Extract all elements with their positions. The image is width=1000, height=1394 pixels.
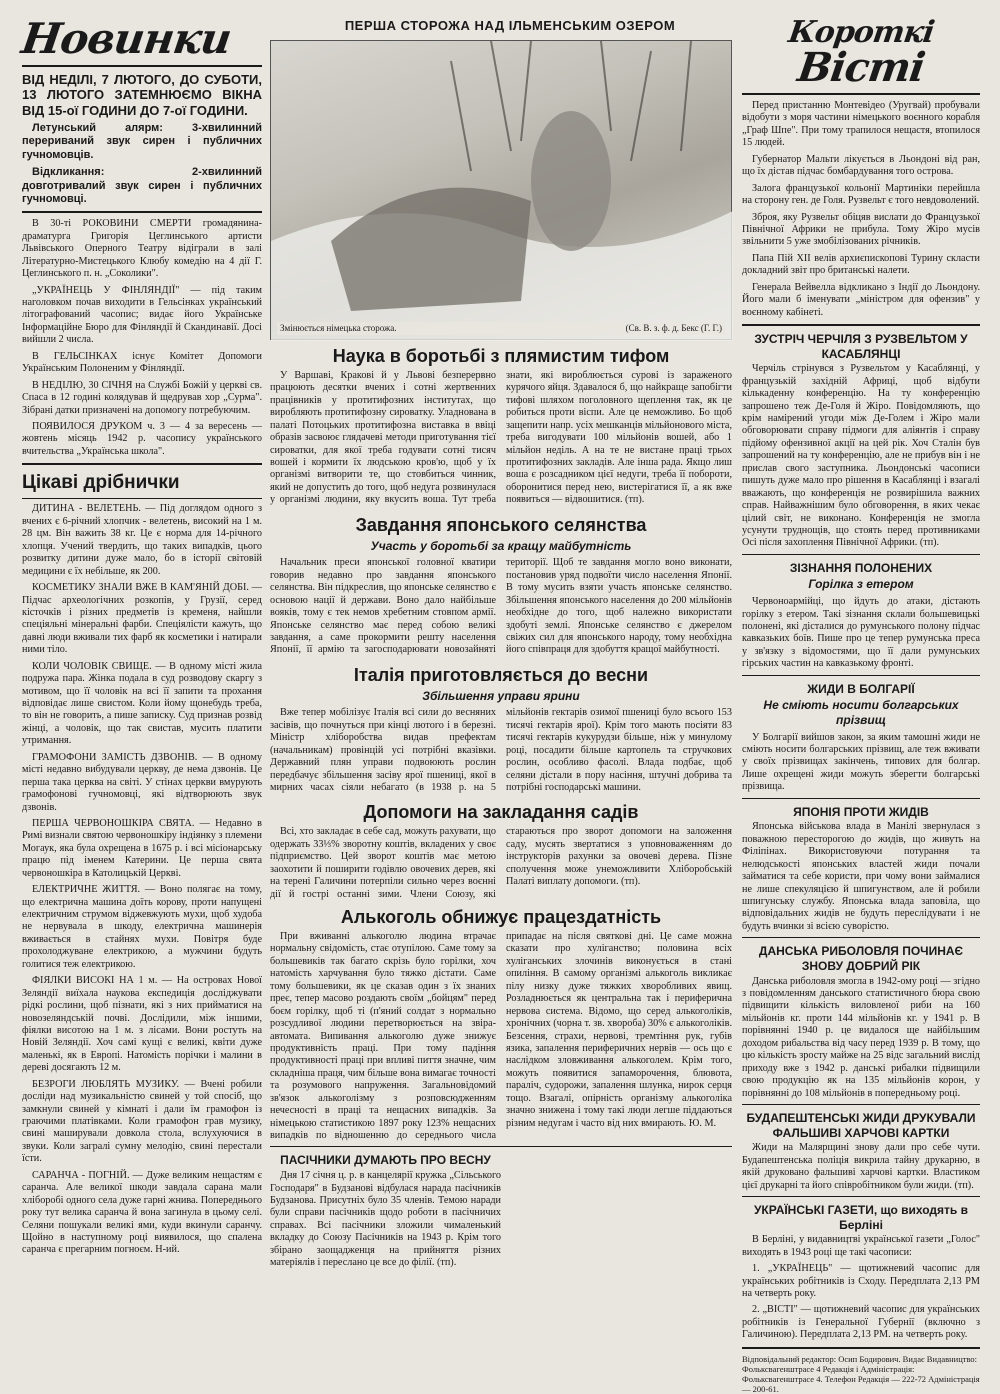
short-news-item: Перед пристанню Монтевідео (Уругвай) пробували відобути з моря частини німецького воєнного корабля „Граф Шпе". При тому трапилося нещастя, втопилося 15 людей. [742, 100, 980, 149]
left-column [18, 14, 262, 1261]
curiosities-title: Цікаві дрібнички [22, 472, 180, 494]
article-title: БУДАПЕШТЕНСЬКІ ЖИДИ ДРУКУВАЛИ ФАЛЬШИВІ ХАРЧОВІ КАРТКИ [746, 1110, 976, 1140]
short-news-item: Зброя, яку Рузвельт обіцяв вислати до Французької Північної Африки не прибула. Тому Жіро мусів звільнити 5 уже змобілізованих річників. [742, 211, 980, 248]
news-photo [270, 40, 732, 340]
article-body: У Болгарії вийшов закон, за яким тамошні жиди не сміють носити болгарських прізвищ, але теж вживати у своїх прізвищах закінчень, типових для болгар. Лише охрещені жиди можуть зберегти болгарські прізвища. [742, 731, 980, 793]
article-title: Допомоги на закладання садів [363, 802, 639, 823]
curiosity-item: БЕЗРОГИ ЛЮБЛЯТЬ МУЗИКУ. — Вчені робили досліди над музикальністю свиней у той спосіб, що замкнули свиней у кімнаті і дали їм грамофон із граючими платівками. Коли грамофон грав музику, свині маширували довкола стола, вслухуючися в звуки. Коли загралі сумну мелодію, свині перестали їсти. [22, 1078, 262, 1165]
imprint: Відповідальний редактор: Осип Бодирович. Видає Видавництво: Фольксвагенштрасе 4 Редакція і Адміністрація: Фольксвагенштрасе 4. Телефон Редакція — 222-72 Адміністрація — 200-61. [742, 1353, 980, 1394]
article-body: Дня 17 січня ц. р. в канцелярії кружка „Сільського Господаря" в Будзанові відбулася нарада пасічників Будзанова. Присутніх було 35 членів. Темою наради були справи пасічників щодо роботи в пасічничих справах. Всі пасічники зложили чималенький вкладку до Союзу Пасічників на 1943 р. Крім того збірано заощадженця на прийняття різних матеріялів і переслано це все до філії. (тп). [270, 1170, 501, 1269]
article-title: Алькоголь обнижує працездатність [340, 907, 662, 928]
middle-column [270, 40, 732, 1274]
article-subtitle: Не сміють носити болгарських прізвищ [763, 698, 959, 727]
blackout-notice: ВІД НЕДІЛІ, 7 ЛЮТОГО, ДО СУБОТИ, 13 ЛЮТОГО ЗАТЕМНЮЄМО ВІКНА ВІД 15-ої ГОДИНИ ДО 7-ої ГОДИНИ. [22, 72, 262, 118]
novynky-title: Новинки [18, 14, 234, 63]
article-title: ПАСІЧНИКИ ДУМАЮТЬ ПРО ВЕСНУ [280, 1153, 491, 1168]
alarm-notice: Летунський алярм: 3-хвилинний перериваний звук сирен і публичних гучномовців. [22, 121, 262, 161]
short-news-item: Папа Пій XII велів архиєпископові Турину скласти докладний звіт про британські налети. [742, 252, 980, 277]
curiosity-item: ФІЯЛКИ ВИСОКІ НА 1 м. — На островах Нової Зеляндії виїхала наукова експедиція досліджувати рідкі рослини, щоб пізнати, які з них прийматися на новозеляндській почві. Дослідили, між іншими, фіялки висотою на 1 м. з лісами. Вони ростуть на Новій Зеляндії. Хоч самі кущі є великі, квіти дуже маленькі, як в Европі. Натомість порічки і малини в дереві досягають 12 м. [22, 975, 262, 1074]
curiosity-item: ГРАМОФОНИ ЗАМІСТЬ ДЗВОНІВ. — В одному місті недавно вибудували церкву, де нема дзвонів. Це перша така церква на світі. У стінах церкви вмурують грамофонові гучномовці, які відтворюють звук дзвонів. [22, 751, 262, 813]
allclear-notice: Відкликання: 2-хвилинний довготривалий звук сирен і публичних гучномовці. [22, 166, 262, 206]
article-subtitle: Участь у боротьбі за кращу майбутність [370, 538, 632, 553]
article-body: Черчіль стрінувся з Рузвельтом у Касаблянці, у французькій західній Африці, щоб відбути кількаденну конференцію. На ту конференцію запрошено теж Де-Голя й Жіро. Повідомляють, що крім намірений угоди між Де-Голем і Жіро мали обговорювати справу підмоги для аліянтів і справу підйому офензивної акції на цей рік. Хоч Сталін був запрошений на ту конференцію, але не прибув він і не прислав свого заступника. Льондонські часописи пишуть дуже мало про рішення в Касаблянці і взагалі вважають, що конференція не розвирішила важних справ. Найважнішим було обговорення, в яких чекає цілий світ, не виконано. Конференція не змогла усунути труднощів, що стоять перед противниками Осі після захоплення Північної Африки. (тп). [742, 363, 980, 549]
curiosity-item: КОЛИ ЧОЛОВІК СВИЩЕ. — В одному місті жила подружа пара. Жінка подала в суд розводову скаргу з мотивом, що її чоловік на всі її запити та прохання відповідає лише свистом. Коли йому щонебудь треба, то він не говорить, а пише записку. Суд признав розвід жінці, а чоловік, що так свистав, мусить платити утримання. [22, 660, 262, 747]
news-item: ПОЯВИЛОСЯ ДРУКОМ ч. 3 — 4 за вересень — жовтень місяць 1942 р. часопису українського вчительства „Українська школа". [22, 420, 262, 457]
list-item: 2. „ВІСТІ" — щотижневий часопис для українських робітників із Генеральної Губернії (включно з Галичиною). Передплата 2,13 РМ. на четверть року. [742, 1304, 980, 1341]
article-subtitle: Горілка з етером [808, 577, 914, 592]
article-body: Червоноармійці, що йдуть до атаки, дістають горілку з етером. Такі зізнання склали большевицькі полонені, які дісталися до румунського полону підчас кавказьких боїв. Пише про це тепер румунська преса у зв'язку з відомостями, що її дали румунських гірських частин на кавказькому фронті. [742, 596, 980, 670]
curiosity-item: КОСМЕТИКУ ЗНАЛИ ВЖЕ В КАМ'ЯНІЙ ДОБІ. — Підчас археологічних розкопів, у Грузії, серед кісточків і різних предметів із кременя, найшли спеціяльні мінеральні фарби. Спеціялісти кажуть, що давні люди вживали тих фарб як косметики і натирали ними тіло. [22, 582, 262, 656]
article-title: ЯПОНІЯ ПРОТИ ЖИДІВ [793, 804, 929, 819]
article-title: УКРАЇНСЬКІ ГАЗЕТИ, що виходять в Берліні [753, 1202, 969, 1232]
article-title: ЗІЗНАННЯ ПОЛОНЕНИХ [789, 560, 933, 575]
list-item: 1. „УКРАЇНЕЦЬ" — щотижневий часопис для українських робітників із Сходу. Передплата 2,13 РМ на четверть року. [742, 1263, 980, 1299]
curiosity-item: ДИТИНА - ВЕЛЕТЕНЬ. — Під доглядом одного з вчених є 6-річний хлопчик - велетень, високий на 1 м. 28 цм. Він важить 38 кг. Це є норма для 14-річного хлопця. Учений твердить, що таких випадків, цього розвитку дитини дуже мало, бо в історії світовій медицини є їх небільше, як 200. [22, 503, 262, 577]
photo-illustration [271, 41, 733, 341]
article-body: При вживанні алькоголю людина втрачає нормальну свідомість, стає отупілою. Саме тому за большевиків так багато скрізь було горілки, хоч натомість харчування було тяжко дістати. Саме тому большевики, як це сказав один з їх знаних преє, тепер масово роздають своїм „бойцям" перед боєм горілку, щоб ті (п'яний солдат з нормально розсудливої людини перетворюється на звіра-автомата. Випивання алькоголю дуже знижує продуктивність праці. При тому падіння продуктивності праці при впливі пиття значне, чим складніша праця, чим більше вона вимагає точності та розумового напруження. Загальновідомий зв'язок алькоголізму з розповсюдженням нечесності в праці та нещасних випадків. За німецькою статистикою 1897 року 123% нещасних випадків по відношенню до середнього числа припадає на після святкові дні. Це саме можна сказати про хуліганство; половина всіх хуліганських злочинів виконується в стані опиління. В самому організмі алькоголь викликає пілу низку дуже тяжких хворобливих явищ. Розладнюється як центральна так і периферична нервова система. Відомо, що серед алькоголіків, хронічних (чорна т. зв. хвороба) 30% є алькоголіків. Безсення, страхи, нервові, тремтіння рук, губів язика, запалення периферичних нервів — ось що є наслідком зловживання алькоголем. Крім того, можуть появитися запаморочення, блювота, параліч, судорожи, запалення шлунка, нирок серця тощо. Взагалі, опірність організму алькоголіка значно знижена і тому такі люди легше піддаються різним недугам і часто від них вмирають. Ю. М. [270, 931, 732, 1142]
short-news-item: Залога французької кольонії Мартиніки перейшла на сторону ген. де Голя. Рузвельт є того невдоволений. [742, 182, 980, 207]
curiosity-item: ЕЛЕКТРИЧНЕ ЖИТТЯ. — Воно полягає на тому, що електрична машина доїть корову, проти напущені електричним струмом віджевжують мухи, щоб худоба не нервувала в шкоду, електрична машинерія вживається в стайнях мухи. Повітря буде прохолоджуване електрикою, а мужчини будуть голитися теж електрикою. [22, 884, 262, 970]
article-title: ДАНСЬКА РИБОЛОВЛЯ ПОЧИНАЄ ЗНОВУ ДОБРИЙ РІК [758, 944, 964, 973]
article-body: Вже тепер мобілізує Італія всі сили до весняних засівів, що почнуться при кінці лютого і в березні. Міністр хліборобства видав префектам (начальникам) провінцій усі потрібні вказівки. Державний плян управи подвоюють рослин передбачує збільшення засіву ярої пшениці, якої в мирних часах сіяли небагато (в 1938 р. на 5 мільйонів гектарів озимої пшениці було всього 153 тисячі гектарів ярої). Крім того мають посіяти 83 тисячі гектарів кукурудзи більше, ніж у минулому році, посадити більше картопель та стручкових рослин, особливо фасолі. Влада подбає, щоб селяни дістали в пору насіння, штучні добрива та потрібні господарські машини. [270, 707, 732, 794]
article-title: Італія приготовляється до весни [353, 664, 649, 685]
short-news-item: Губернатор Мальти лікується в Льондоні від ран, що їх дістав підчас бомбардування того острова. [742, 153, 980, 178]
news-item: В ГЕЛЬСІНКАХ існує Комітет Допомоги Українським Полоненим у Фінляндії. [22, 350, 262, 375]
article-body: Японська військова влада в Манілі звернулася з поважною пересторогою до жидів, що живуть на Філіпінах. Використовуючи потурання та нелюдськості японських властей жиди почали займатися та себе користи, при чому вони займалися не лише спекуляцією й шпигунством, але й робили шпигунську службу. Японська влада заповіла, що відповідальних жидів не будуть переслідувати і не будуть вчинки зі всією суворістю. [742, 821, 980, 932]
article-title: Наука в боротьбі з плямистим тифом [332, 346, 670, 366]
masthead: ПЕРША СТОРОЖА НАД ІЛЬМЕНСЬКИМ ОЗЕРОМ [344, 18, 676, 33]
short-news-title-2: Вісті [794, 44, 928, 91]
right-column [742, 15, 980, 1394]
photo-caption: Змінюється німецька сторожа. [280, 323, 397, 334]
short-news-item: Генерала Вейвелла відкликано з Індії до Льондону. Його мали б іменувати „міністром для офензив" у воєнному кабінеті. [742, 281, 980, 318]
photo-credit: (Св. В. з. ф. д. Бекс (Г. Г.) [625, 323, 722, 334]
article-body: Жиди на Малярщині знову дали про себе чути. Будапештенська поліція викрила тайну друкарню, в якій друковано фальшиві харчові картки. Властиком цієї друкарні та його співробітником були жиди. (тп). [742, 1142, 980, 1191]
news-item: В НЕДІЛЮ, 30 СІЧНЯ на Службі Божій у церкві св. Спаса в 12 годині колядував й щедрував хор „Сурма". Зібрані датки призначені на допомогу потребуючим. [22, 379, 262, 416]
curiosity-item: САРАНЧА - ПОГНІЙ. — Дуже великим нещастям є саранча. Але великої шкоди завдала сарана мали хліборобі одного села дуже гарні жнива. Попереднього року тут велика саранча й вона загинула в цьому селі. Селяни пошукали великі ями, куди вкинули саранчу. Щойно в наступному році виявилося, що спалена саранча є прегарним погноєм. Н-ий. [22, 1169, 262, 1256]
article-subtitle: Збільшення управи ярини [422, 688, 580, 703]
news-item: В 30-ті РОКОВИНИ СМЕРТИ громадянина-драматурга Григорія Цеглинського артисти Львівського Оперного Театру відіграли в залі Літературно-Мистецького Клюбу комедію на 4 дії Г. Цеглинського п. н. „Соколики". [22, 218, 262, 280]
article-title: ЗУСТРІЧ ЧЕРЧІЛЯ З РУЗВЕЛЬТОМ У КАСАБЛЯНЦІ [754, 332, 968, 361]
article-title: ЖИДИ В БОЛГАРІЇ [807, 681, 915, 696]
news-item: „УКРАЇНЕЦЬ У ФІНЛЯНДІЇ" — під таким наголовком почав виходити в Гельсінках український літографований часопис; видає його Українське Інформаційне Бюро для Фінляндії й Скандинавії. Досі вийшли 2 числа. [22, 284, 262, 346]
curiosity-item: ПЕРША ЧЕРВОНОШКІРА СВЯТА. — Недавно в Римі визнали святою червоношкіру індіянку з племени Могаук, яка була охрещена в 1675 р. і всі місіонарську працю під іменем Катерини. Це перша свята червоношкіра в Католицькій Церкві. [22, 817, 262, 879]
article-title: Завдання японського селянства [355, 514, 647, 535]
article-body: Данська риболовля змогла в 1942-ому році — згідно з повідомленням данського статистичного бюра свою підвищити кількість виловленої риби на 160 мільйонів кг. проти 144 мільйонів кг. у 1941 р. В порівнянні 1940 р. це видалося ще найбільшим доходом рибальства від часу перед 1939 р. В тому, що цю кількість зросту майже на 25 відс загальний вислід приходу вже з 1942 р. данські рибалки підвищили свою продукцію як на 135 мільйонів корон, у порівнянні до 108 мільйонів в попередньому році. [742, 975, 980, 1099]
article-body: Начальник преси японської головної кватири говорив недавно про завдання японського селянства. Він підкреслив, що японське селянство є основою нації й держави. Воно дало найбільше вояків, тому є тек немов хребетним стовпом армії. Японське селянство має перед собою великі завдання, а саме прокормити решту населення Японії, її армію та загосподарювати новозайняті території. Щоб те завдання могло воно виконати, постановив уряд подвоїти число населення Японії. В тому мусить взяти участь японське селянство. Збільшення японського населення до 200 мільйонів необхідне до того, щоб належно використати здобуті землі. Японське селянство є джерелом свіжих сил для японського народу, тому необхідна його співпраця для здобуття кращої майбутності. [270, 557, 732, 656]
short-news-title-1: Короткі [786, 15, 936, 50]
article-body: У Варшаві, Кракові й у Львові безперервно працюють десятки вчених і сотні жертвенних працівників у протитифозних інститутах, що виробляють протитифозну сироватку. Уладнована в палаті Потоцьких протитифозна виставка в ввіці образів засвоює глядачеві методи приготування тієї сироватки, для якої треба годувати сотні тисяч вошей і кормити їх людською кров'ю, щоб у їх організмі витворити те, що стовбиться чинник, який не допустить до того, щоб недуга розвинулася у організмі людини, яку вкусить воша. Тут треба знати, які вироблюється сурові із зараженого курячого яйця. Здавалося б, що найкраще запобігти тифові шляхом поголовного щеплення так, як це робиться проти віспи. Але це неможливо. Бо щоб защепити напр. усіх мешканців мільйонового міста, треба вигодувати 100 мільйонів вошей, або 1 мільйон неділь. А на те не вистане праці трьох протитифозних закладів. Але інша рада. Якщо лиш воша є розсадником цієї недуги, треба її побороти, оборонитися перед нею, вистерігатися її, а як вже появиться — відвошитися. (тп). [270, 369, 732, 506]
article-body: В Берліні, у видавництві української газети „Голос" виходять в 1943 році ще такі часописи: [742, 1234, 980, 1258]
article-body: Всі, хто закладає в себе сад, можуть рахувати, що одержать 33⅓% зворотну коштів, вкладених у своє підприємство. Цей зворот коштів має метою заохотити й поширити годівлю овочевих дерев, які на терені Галичини потерпіли сильно через воєнні дії й гострі останні зими. Члени Союзу, які стараються про зворот допомоги на заложення саду, мусять звертатися з уповноваженням до інструкторів рахунки за овочеві дерева. Пізне сполучення може унеможливити Хліборобській Палаті виплату допомоги. (тп). [270, 826, 732, 900]
